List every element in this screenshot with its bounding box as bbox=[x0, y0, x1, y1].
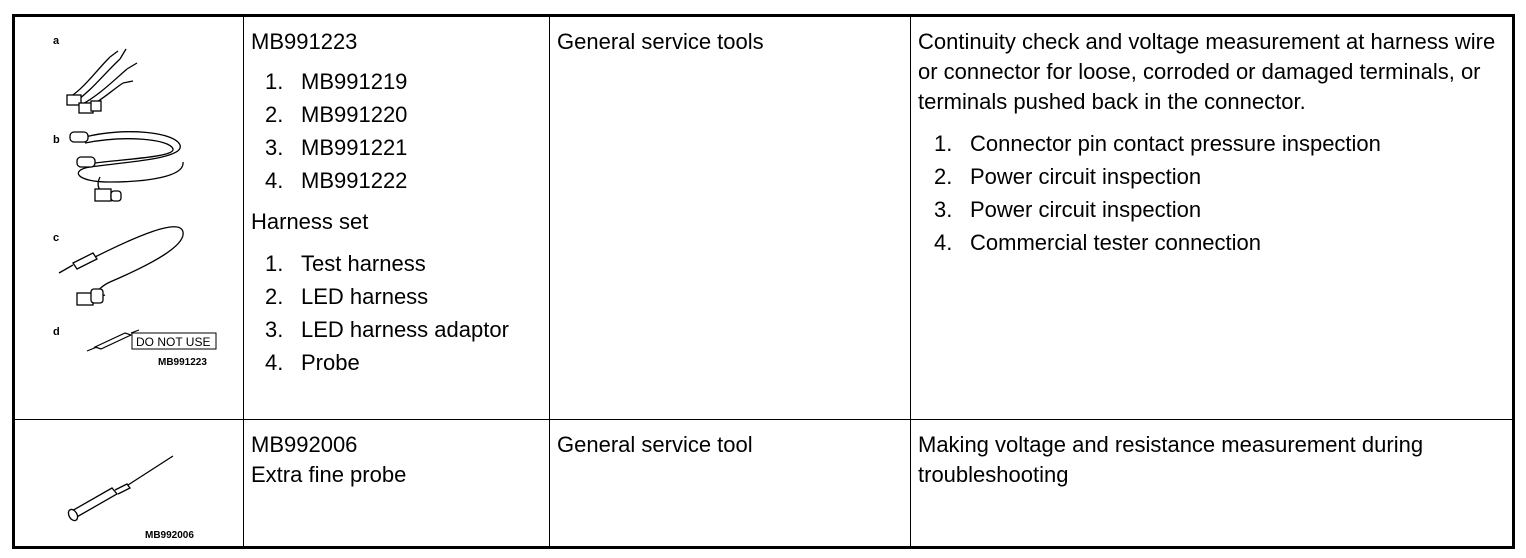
table-row bbox=[14, 420, 1514, 548]
list-item: 2. LED harness bbox=[265, 284, 429, 309]
category-cell bbox=[550, 16, 911, 420]
tool-name: Extra fine probe bbox=[251, 462, 407, 487]
list-item: 1. Connector pin contact pressure inspection bbox=[934, 131, 1381, 156]
list-item: 3. LED harness adaptor bbox=[265, 317, 509, 342]
list-item: 1. Test harness bbox=[265, 251, 426, 276]
list-item: 3. Power circuit inspection bbox=[934, 197, 1202, 222]
list-item: 2. Power circuit inspection bbox=[934, 164, 1202, 189]
extra-fine-probe-icon bbox=[67, 456, 173, 522]
do-not-use-label: DO NOT USE bbox=[136, 335, 211, 349]
test-harness-icon bbox=[67, 49, 137, 113]
tool-illustration-cell bbox=[14, 16, 244, 420]
description-cell bbox=[911, 16, 1514, 420]
description-cell bbox=[911, 420, 1514, 548]
extra-fine-probe-illustration bbox=[15, 420, 245, 548]
probe-icon bbox=[87, 330, 139, 351]
description-list bbox=[918, 127, 1506, 259]
led-harness-icon bbox=[70, 132, 183, 201]
category-cell bbox=[550, 420, 911, 548]
tool-category: General service tools bbox=[557, 29, 764, 54]
led-harness-adaptor-icon bbox=[59, 227, 183, 305]
tool-number-cell bbox=[244, 420, 550, 548]
list-item: 3. MB991221 bbox=[265, 135, 408, 160]
figure-label-a: a bbox=[53, 35, 60, 47]
list-item: 1. MB991219 bbox=[265, 69, 408, 94]
tool-category: General service tool bbox=[557, 432, 753, 457]
tool-illustration-cell bbox=[14, 420, 244, 548]
list-item: 2. MB991220 bbox=[265, 102, 408, 127]
list-item: 4. Probe bbox=[265, 350, 360, 375]
list-item: 4. Commercial tester connection bbox=[934, 230, 1262, 255]
figure-label-d: d bbox=[53, 326, 60, 338]
tool-number-cell bbox=[244, 16, 550, 420]
tool-number: MB992006 bbox=[251, 432, 358, 457]
figure-label-c: c bbox=[53, 232, 60, 244]
figure-label-b: b bbox=[53, 134, 60, 146]
list-item: 4. MB991222 bbox=[265, 168, 408, 193]
figure-code: MB991223 bbox=[158, 357, 207, 368]
tool-number-list bbox=[251, 65, 543, 197]
table-row bbox=[14, 16, 1514, 420]
tool-number: MB991223 bbox=[251, 29, 358, 54]
tool-name-heading: Harness set bbox=[251, 209, 369, 234]
tool-description: Making voltage and resistance measurement during troubleshooting bbox=[918, 432, 1424, 487]
harness-set-illustration bbox=[15, 17, 245, 421]
tool-description: Continuity check and voltage measurement at harness wire or connector for loose, corroded or damaged terminals, or terminals pushed back in the connector. bbox=[918, 29, 1496, 114]
special-tools-table bbox=[12, 14, 1515, 549]
tool-name-list bbox=[251, 247, 543, 379]
figure-code: MB992006 bbox=[145, 530, 194, 541]
